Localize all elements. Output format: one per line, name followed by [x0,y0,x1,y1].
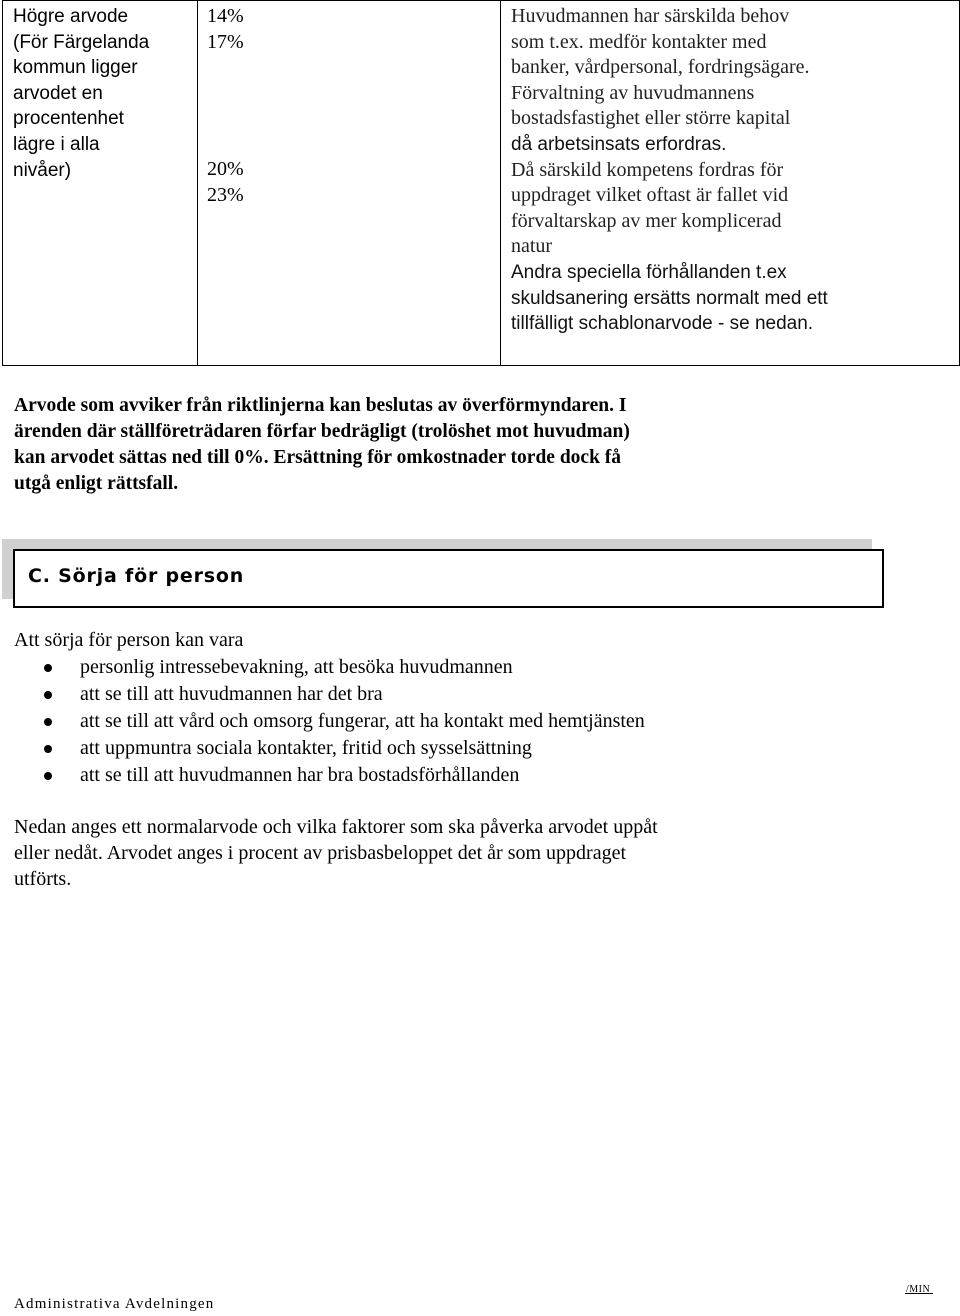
percent-group [207,4,244,55]
list-item-text: personlig intressebevakning, att besöka huvudmannen [80,656,513,678]
criteria-line: som t.ex. medför kontakter med [511,30,767,53]
footer-rule [905,1293,933,1294]
bullet-icon [44,718,52,726]
bullet-icon [44,664,52,672]
category-line: arvodet en [13,82,103,104]
notice-line: utgå enligt rättsfall. [14,473,179,494]
bullet-icon [44,691,52,699]
criteria-line: natur [511,235,553,258]
criteria-line: Då särskild kompetens fordras för [511,158,784,181]
criteria-cell [501,1,959,365]
list-item-text: att se till att huvudmannen har bra bostadsförhållanden [80,764,520,786]
closing-paragraph [14,814,774,892]
criteria-line: skuldsanering ersätts normalt med ett [511,287,828,309]
section-title: C. Sörja för person [28,565,245,587]
intro-text: Att sörja för person kan vara [14,629,244,651]
footer-initials: /MIN [906,1284,931,1295]
deviation-notice [14,393,734,497]
criteria-line: uppdraget vilket oftast är fallet vid [511,184,789,207]
category-line: nivåer) [13,159,72,181]
criteria-line: tillfälligt schablonarvode - se nedan. [511,313,814,335]
category-line: (För Färgelanda [13,31,150,53]
criteria-line: då arbetsinsats erfordras. [511,133,727,155]
category-line: lägre i alla [13,133,100,155]
footer-department: Administrativa Avdelningen [14,1296,215,1312]
fee-table [2,0,960,366]
closing-line: eller nedåt. Arvodet anges i procent av prisbasbeloppet det år som uppdraget [14,842,627,864]
notice-line: ärenden där ställföreträdaren förfar bedrägligt (trolöshet mot huvudman) [14,421,630,442]
category-line: Högre arvode [13,6,129,27]
notice-line: kan arvodet sättas ned till 0%. Ersättning för omkostnader torde dock få [14,447,622,468]
criteria-line: förvaltarskap av mer komplicerad [511,209,782,232]
criteria-line: Förvaltning av huvudmannens [511,81,755,104]
percent-cell [198,1,501,365]
notice-line: Arvode som avviker från riktlinjerna kan beslutas av överförmyndaren. I [14,395,627,416]
list-item-text: att uppmuntra sociala kontakter, fritid och sysselsättning [80,737,532,759]
bullet-icon [44,772,52,780]
percent-value: 20% [207,158,244,180]
criteria-line: banker, vårdpersonal, fordringsägare. [511,56,810,79]
percent-value: 14% [207,5,244,27]
criteria-line: Andra speciella förhållanden t.ex [511,261,787,283]
list-item-text: att se till att vård och omsorg fungerar, att ha kontakt med hemtjänsten [80,710,645,732]
category-line: kommun ligger [13,57,138,79]
list-item-text: att se till att huvudmannen har det bra [80,683,383,705]
closing-line: utförts. [14,868,72,890]
closing-line: Nedan anges ett normalarvode och vilka faktorer som ska påverka arvodet uppåt [14,816,658,838]
criteria-text [511,4,828,337]
bullet-icon [44,745,52,753]
category-text [13,4,149,183]
percent-value: 23% [207,183,244,206]
category-cell [3,1,198,365]
percent-group [207,157,244,208]
section-heading-box [13,549,884,608]
category-line: procentenhet [13,108,124,130]
criteria-line: Huvudmannen har särskilda behov [511,5,790,27]
criteria-line: bostadsfastighet eller större kapital [511,107,791,130]
percent-value: 17% [207,30,244,53]
